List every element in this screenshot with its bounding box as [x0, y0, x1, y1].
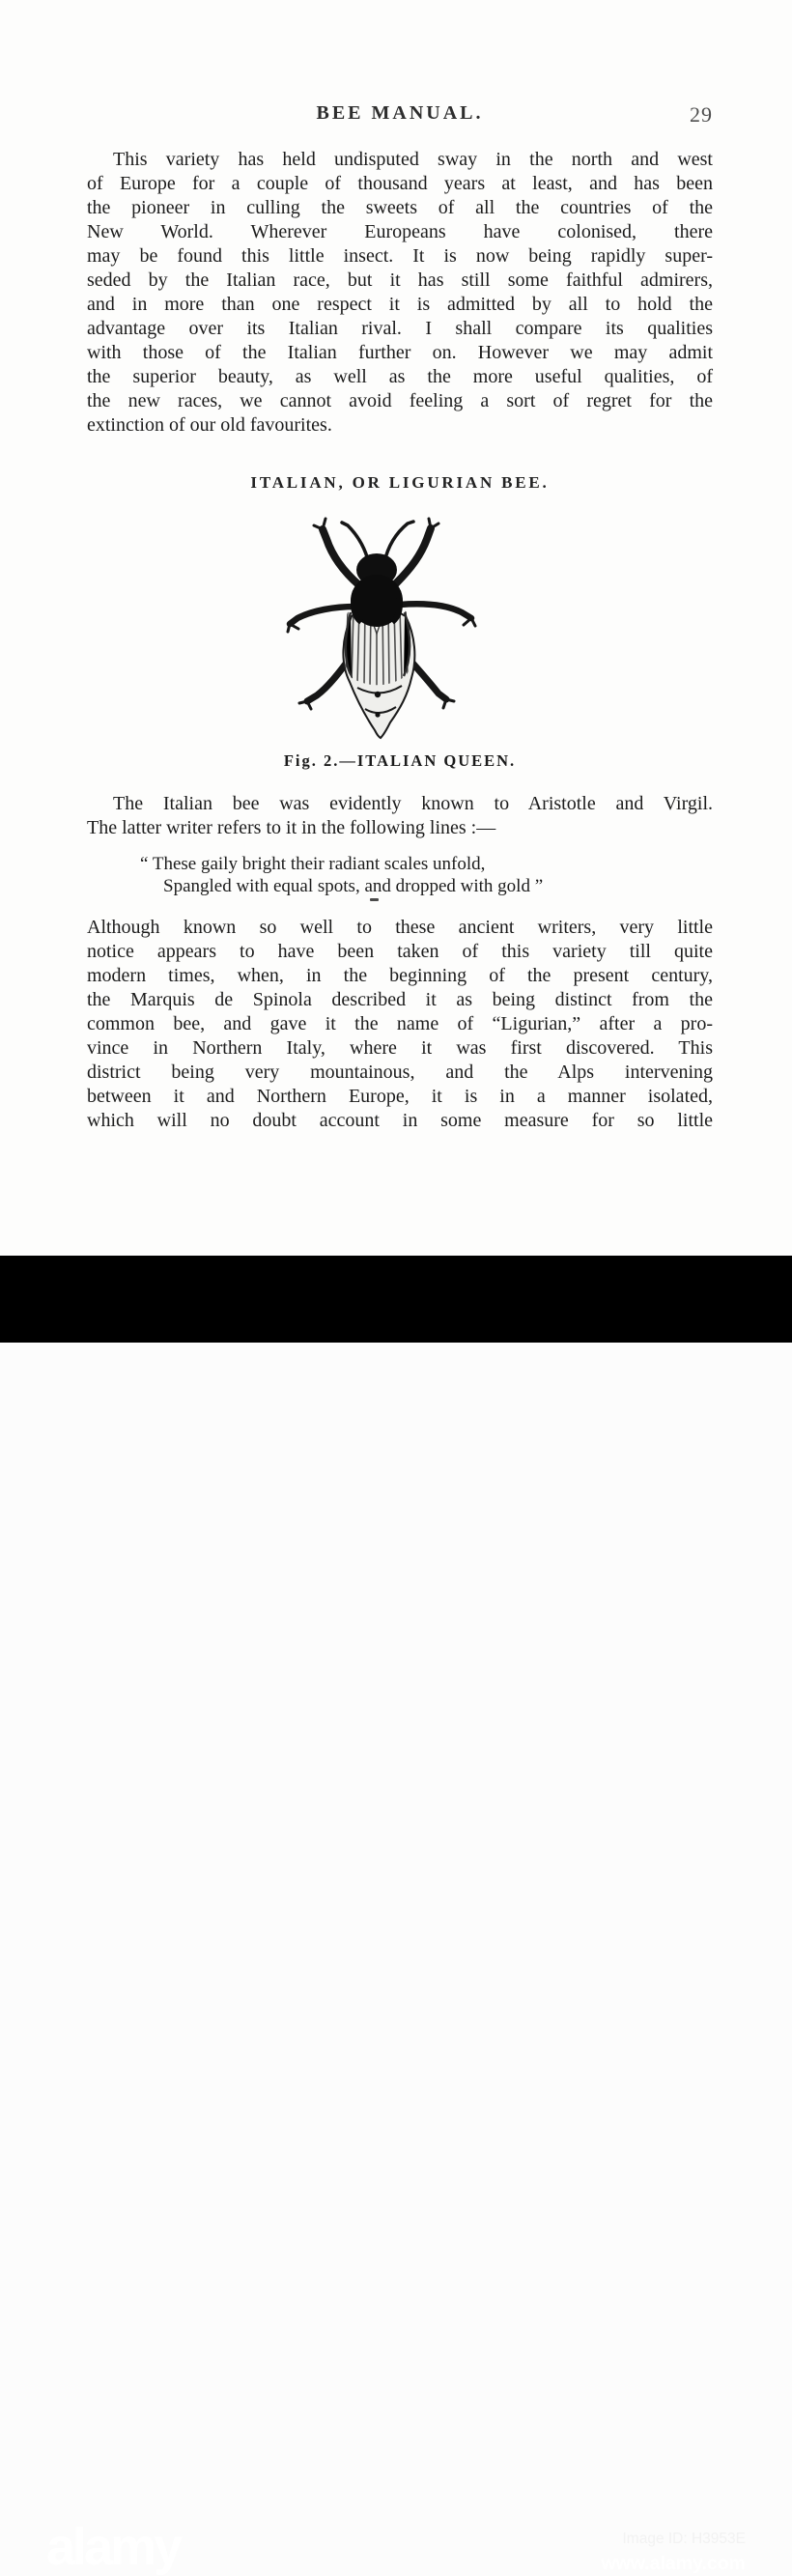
text-line: New World. Wherever Europeans have colonised, there — [87, 221, 713, 242]
section-heading: ITALIAN, OR LIGURIAN BEE. — [250, 473, 550, 492]
alamy-url: www.alamy.com — [601, 2553, 746, 2574]
watermark-info — [601, 2531, 746, 2575]
text-line: vince in Northern Italy, where it was first discovered. This — [87, 1037, 713, 1059]
text-line: advantage over its Italian rival. I shall compare its qualities — [87, 318, 713, 339]
text-line: extinction of our old favourites. — [87, 414, 332, 436]
page-number: 29 — [690, 102, 713, 127]
text-line: The Italian bee was evidently known to Aristotle and Virgil. — [113, 793, 713, 814]
queen-bee-illustration — [284, 516, 516, 748]
text-line: seded by the Italian race, but it has still some faithful admirers, — [87, 269, 713, 291]
text-line: This variety has held undisputed sway in the north and west — [113, 149, 713, 170]
text-line: “ These gaily bright their radiant scales unfold, — [140, 854, 486, 874]
text-line: with those of the Italian further on. However we may admit — [87, 342, 713, 363]
text-line: modern times, when, in the beginning of the present century, — [87, 965, 713, 986]
paragraph-3 — [87, 916, 713, 1133]
text-line: the pioneer in culling the sweets of all the countries of the — [87, 197, 713, 218]
text-line: of Europe for a couple of thousand years at least, and has been — [87, 173, 713, 194]
text-line: notice appears to have been taken of this variety till quite — [87, 941, 713, 962]
alamy-watermark-bar — [0, 1256, 792, 2576]
text-line: common bee, and gave it the name of “Ligurian,” after a pro- — [87, 1013, 713, 1034]
figure-caption: Fig. 2.—ITALIAN QUEEN. — [283, 751, 517, 770]
text-line: and in more than one respect it is admitted by all to hold the — [87, 294, 713, 315]
text-line: the Marquis de Spinola described it as being distinct from the — [87, 989, 713, 1010]
text-line: which will no doubt account in some measure for so little — [87, 1110, 713, 1131]
text-line: Although known so well to these ancient writers, very little — [87, 917, 713, 938]
text-line: district being very mountainous, and the Alps intervening — [87, 1062, 713, 1083]
alamy-logo: alamy — [46, 2518, 181, 2576]
image-id-label: Image ID: H3953E — [622, 2531, 746, 2547]
paragraph-2 — [87, 792, 713, 840]
running-title: BEE MANUAL. — [316, 102, 484, 124]
page-header — [87, 102, 713, 129]
stray-ink-mark — [370, 898, 379, 901]
text-line: the superior beauty, as well as the more useful qualities, of — [87, 366, 713, 387]
paragraph-1 — [87, 148, 713, 438]
text-line: The latter writer refers to it in the following lines :— — [87, 817, 496, 838]
text-line: may be found this little insect. It is now being rapidly super- — [87, 245, 713, 267]
text-line: between it and Northern Europe, it is in a manner isolated, — [87, 1086, 713, 1107]
text-line: Spangled with equal spots, and dropped with gold ” — [163, 875, 544, 896]
verse-quote — [140, 854, 642, 897]
bee-figure — [87, 516, 713, 777]
text-line: the new races, we cannot avoid feeling a sort of regret for the — [87, 390, 713, 411]
